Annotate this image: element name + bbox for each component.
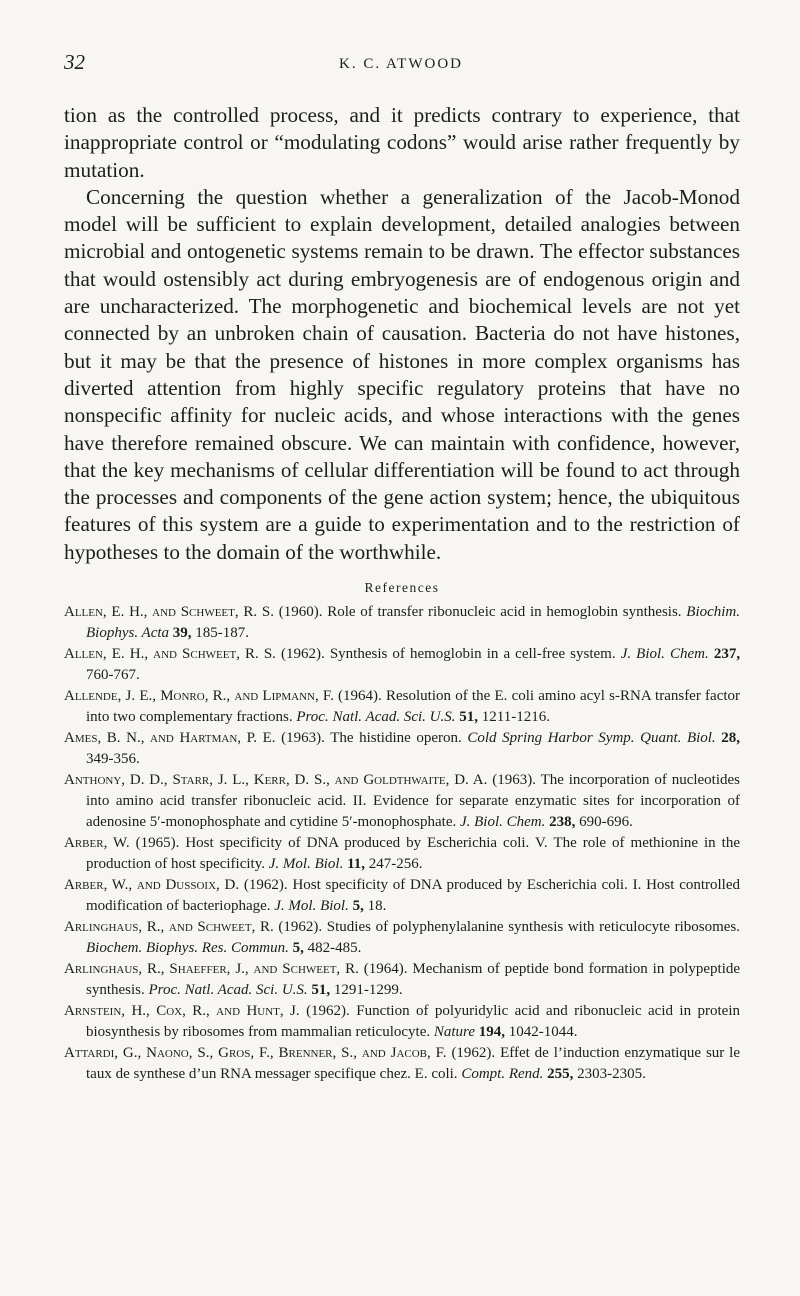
reference-title: Role of transfer ribonucleic acid in hemoglobin synthesis.	[327, 604, 682, 620]
reference-pages: 1291-1299.	[333, 982, 403, 998]
reference-journal: J. Mol. Biol.	[268, 856, 344, 872]
reference-authors: Ames, B. N., and Hartman, P. E.	[64, 730, 276, 746]
reference-entry	[64, 875, 740, 917]
reference-title: Studies of polyphenylalanine synthesis with reticulocyte ribosomes.	[326, 919, 741, 935]
reference-journal: J. Mol. Biol.	[274, 898, 349, 914]
reference-volume: 194,	[478, 1024, 505, 1040]
reference-authors: Allen, E. H., and Schweet, R. S.	[64, 604, 274, 620]
reference-journal: Nature	[433, 1024, 475, 1040]
references-heading: References	[364, 580, 440, 595]
reference-pages: 185-187.	[195, 625, 250, 641]
reference-authors: Arber, W.	[64, 835, 130, 851]
reference-authors: Arlinghaus, R., Shaeffer, J., and Schweet, R.	[64, 961, 359, 977]
reference-entry	[64, 959, 740, 1001]
reference-title: Function of polyuridylic acid and ribonucleic acid in protein biosynthesis by ribosomes from mammalian reticulocyte.	[86, 1003, 740, 1040]
running-head: K. C. ATWOOD	[339, 56, 463, 72]
page-header	[64, 50, 738, 80]
paragraph: tion as the controlled process, and it predicts contrary to experience, that inappropriate control or “modulating codons” would arise rather frequently by mutation.	[64, 103, 740, 182]
reference-entry	[64, 770, 740, 833]
reference-year: (1960).	[278, 604, 323, 620]
reference-pages: 2303-2305.	[577, 1066, 646, 1082]
reference-volume: 237,	[713, 646, 741, 662]
reference-entry	[64, 1043, 740, 1085]
reference-year: (1965).	[135, 835, 180, 851]
reference-journal: Proc. Natl. Acad. Sci. U.S.	[296, 709, 456, 725]
reference-pages: 1042-1044.	[508, 1024, 578, 1040]
reference-entry	[64, 644, 740, 686]
reference-authors: Arlinghaus, R., and Schweet, R.	[64, 919, 274, 935]
reference-journal: Cold Spring Harbor Symp. Quant. Biol.	[467, 730, 716, 746]
reference-year: (1962).	[306, 1003, 350, 1019]
reference-title: Resolution of the E. coli amino acyl s-RNA transfer factor into two complementary fractions.	[86, 688, 741, 725]
reference-authors: Allen, E. H., and Schweet, R. S.	[64, 646, 276, 662]
reference-entry	[64, 833, 740, 875]
reference-volume: 28,	[721, 730, 741, 746]
reference-journal: Biochem. Biophys. Res. Commun.	[86, 940, 289, 956]
reference-pages: 482-485.	[307, 940, 362, 956]
reference-volume: 238,	[549, 814, 576, 830]
reference-volume: 51,	[459, 709, 479, 725]
reference-entry	[64, 917, 740, 959]
reference-title: The histidine operon.	[330, 730, 462, 746]
reference-year: (1962).	[451, 1045, 496, 1061]
reference-entry	[64, 1001, 740, 1043]
reference-entry	[64, 686, 740, 728]
reference-pages: 349-356.	[86, 751, 140, 767]
reference-pages: 760-767.	[86, 667, 140, 683]
reference-journal: J. Biol. Chem.	[620, 646, 709, 662]
reference-pages: 18.	[367, 898, 387, 914]
reference-journal: Proc. Natl. Acad. Sci. U.S.	[148, 982, 308, 998]
reference-entry	[64, 602, 740, 644]
reference-volume: 51,	[311, 982, 331, 998]
reference-authors: Arber, W., and Dussoix, D.	[64, 877, 240, 893]
reference-year: (1962).	[281, 646, 325, 662]
reference-volume: 5,	[352, 898, 364, 914]
reference-year: (1962).	[243, 877, 288, 893]
reference-volume: 39,	[172, 625, 192, 641]
reference-volume: 11,	[347, 856, 366, 872]
paragraph: Concerning the question whether a generalization of the Jacob-Monod model will be sufficient to explain development, detailed analogies between microbial and ontogenetic systems remain to be drawn. The effector substances that would ostensibly act during embryogenesis are of endogenous origin and are uncharacterized. The morphogenetic and biochemical levels are not yet connected by an unbroken chain of causation. Bacteria do not have histones, but it may be that the presence of histones in more complex organisms has diverted attention from highly specific regulatory proteins that have no nonspecific affinity for nucleic acids, and whose interactions with the genes have therefore remained obscure. We can maintain with confidence, however, that the key mechanisms of cellular differentiation will be found to act through the processes and components of the gene action system; hence, the ubiquitous features of this system are a guide to experimentation and to the restriction of hypotheses to the domain of the worthwhile.	[64, 184, 740, 564]
reference-title: Effet de l’induction enzymatique sur le taux de synthese d’un RNA messager specifique chez. E. coli.	[86, 1045, 741, 1082]
reference-title: Host specificity of DNA produced by Escherichia coli. I. Host controlled modification of bacteriophage.	[86, 877, 741, 914]
reference-journal: J. Biol. Chem.	[459, 814, 546, 830]
reference-title: Host specificity of DNA produced by Escherichia coli. V. The role of methionine in the production of host specificity.	[86, 835, 741, 872]
reference-authors: Attardi, G., Naono, S., Gros, F., Brenner, S., and Jacob, F.	[64, 1045, 447, 1061]
reference-year: (1964).	[363, 961, 408, 977]
reference-title: Mechanism of peptide bond formation in polypeptide synthesis.	[86, 961, 741, 998]
reference-title: Synthesis of hemoglobin in a cell-free system.	[329, 646, 616, 662]
reference-journal: Biochim. Biophys. Acta	[86, 604, 741, 641]
reference-year: (1964).	[338, 688, 382, 704]
reference-volume: 255,	[547, 1066, 574, 1082]
reference-volume: 5,	[292, 940, 304, 956]
reference-entry	[64, 728, 740, 770]
reference-pages: 1211-1216.	[481, 709, 550, 725]
reference-year: (1963).	[281, 730, 325, 746]
page-number: 32	[64, 50, 85, 74]
reference-pages: 690-696.	[579, 814, 633, 830]
reference-year: (1962).	[278, 919, 323, 935]
body-text	[64, 102, 740, 566]
reference-authors: Allende, J. E., Monro, R., and Lipmann, F.	[64, 688, 334, 704]
reference-authors: Arnstein, H., Cox, R., and Hunt, J.	[64, 1003, 300, 1019]
reference-journal: Compt. Rend.	[461, 1066, 544, 1082]
reference-pages: 247-256.	[368, 856, 423, 872]
reference-authors: Anthony, D. D., Starr, J. L., Kerr, D. S., and Goldthwaite, D. A.	[64, 772, 488, 788]
reference-year: (1963).	[492, 772, 536, 788]
references-list	[64, 602, 740, 1085]
reference-title: The incorporation of nucleotides into amino acid transfer ribonucleic acid. II. Evidence for separate enzymatic sites for incorporation of adenosine 5′-monophosphate and cytidine 5′-monophosphate.	[86, 772, 741, 830]
